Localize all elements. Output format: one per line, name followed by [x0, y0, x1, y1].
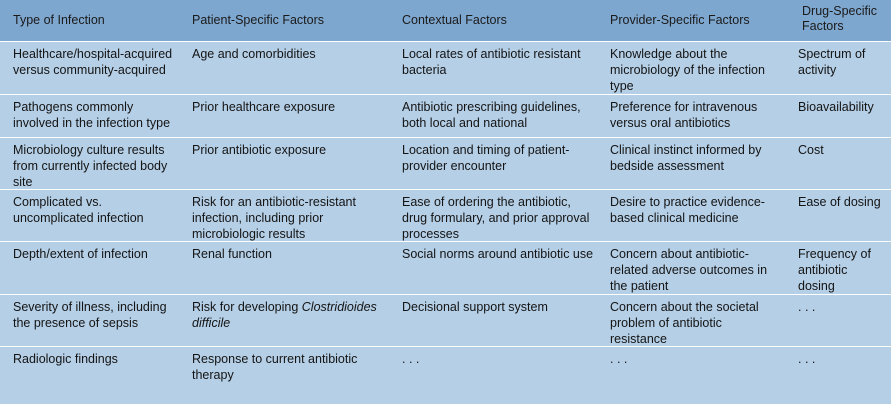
table-cell: . . .	[798, 352, 816, 366]
table-cell: Concern about antibiotic-related adverse outcomes in the patient	[610, 247, 768, 293]
table-row	[0, 189, 891, 241]
table-cell: Prior antibiotic exposure	[192, 143, 327, 157]
header-provider-factors: Provider-Specific Factors	[610, 13, 750, 27]
table-row	[0, 94, 891, 137]
table-cell: Clinical instinct informed by bedside assessment	[610, 143, 762, 173]
table-cell: Ease of ordering the antibiotic, drug formulary, and prior approval processes	[402, 195, 590, 241]
table-row	[0, 294, 891, 346]
table-cell: Location and timing of patient-provider encounter	[402, 143, 570, 173]
table-cell: Radiologic findings	[13, 352, 118, 366]
table-cell	[184, 295, 394, 346]
table-cell: Ease of dosing	[798, 195, 881, 209]
table-cell: Healthcare/hospital-acquired versus community-acquired	[13, 47, 173, 77]
table-cell: Preference for intravenous versus oral antibiotics	[610, 100, 758, 130]
table-cell: Cost	[798, 143, 824, 157]
table-cell: Complicated vs. uncomplicated infection	[13, 195, 144, 225]
table-cell: . . .	[798, 300, 816, 314]
table-cell: Risk for an antibiotic-resistant infection, including prior microbiologic results	[192, 195, 356, 241]
table-cell: Microbiology culture results from currently infected body site	[13, 143, 168, 189]
table-header	[0, 0, 891, 41]
table-cell: Frequency of antibiotic dosing	[798, 247, 871, 293]
table-cell: Concern about the societal problem of antibiotic resistance	[610, 300, 759, 346]
cell-text: Risk for developing	[192, 300, 302, 314]
table-cell: . . .	[402, 352, 420, 366]
table-cell: Pathogens commonly involved in the infection type	[13, 100, 171, 130]
table-cell: Age and comorbidities	[192, 47, 316, 61]
table-cell: Renal function	[192, 247, 272, 261]
table-cell: Social norms around antibiotic use	[402, 247, 594, 261]
header-drug-factors: Drug-Specific Factors	[802, 4, 878, 33]
table-cell: Response to current antibiotic therapy	[192, 352, 358, 382]
header-type-of-infection: Type of Infection	[13, 13, 105, 27]
table-cell: Prior healthcare exposure	[192, 100, 336, 114]
table-cell: Antibiotic prescribing guidelines, both local and national	[402, 100, 581, 130]
table-row	[0, 241, 891, 294]
table-cell: Desire to practice evidence-based clinical medicine	[610, 195, 765, 225]
italic-organism-name: Clostridioides difficile	[192, 300, 377, 330]
header-contextual-factors: Contextual Factors	[402, 13, 507, 27]
table-cell: Bioavailability	[798, 100, 874, 114]
table-cell: Severity of illness, including the presence of sepsis	[13, 300, 167, 330]
table-cell: Knowledge about the microbiology of the infection type	[610, 47, 765, 93]
table-row	[0, 41, 891, 94]
table-row	[0, 137, 891, 189]
table-cell: Spectrum of activity	[798, 47, 866, 77]
table-cell: Depth/extent of infection	[13, 247, 148, 261]
table-cell: Local rates of antibiotic resistant bacteria	[402, 47, 581, 77]
header-patient-factors: Patient-Specific Factors	[192, 13, 324, 27]
table-cell: Decisional support system	[402, 300, 548, 314]
table-cell: . . .	[610, 352, 628, 366]
table-row	[0, 346, 891, 404]
